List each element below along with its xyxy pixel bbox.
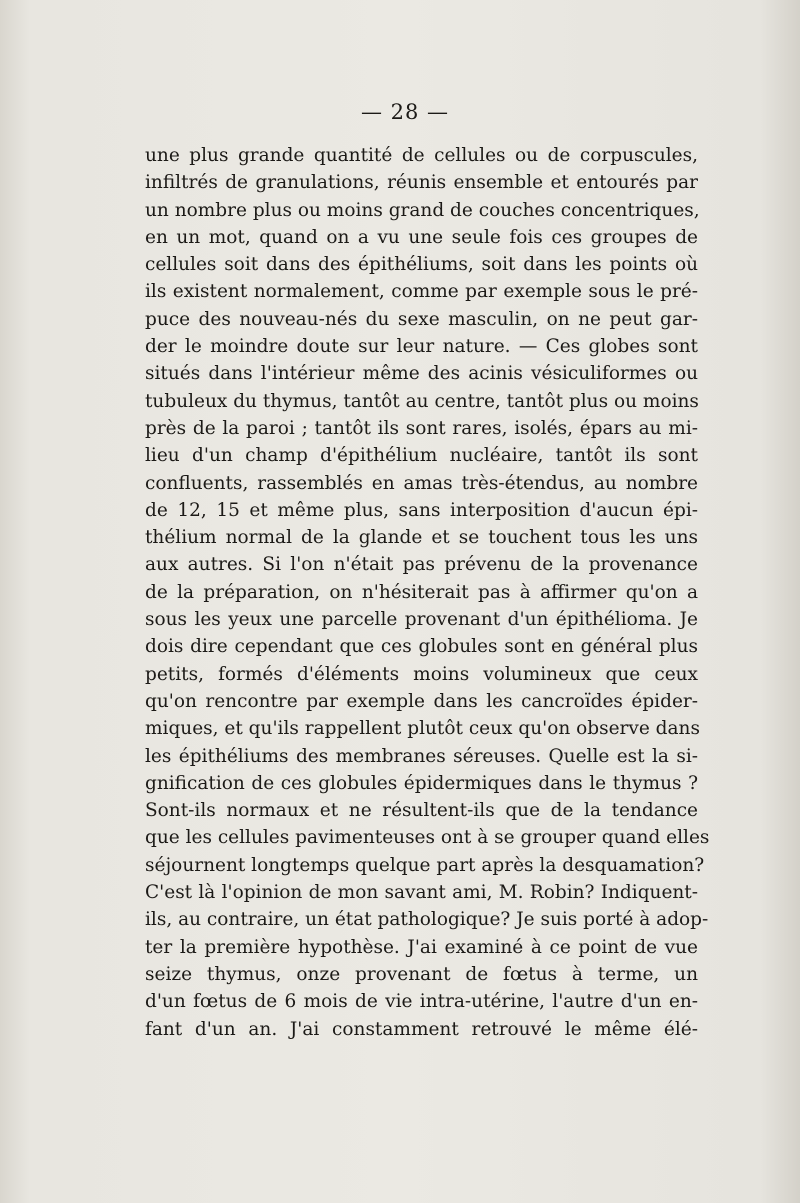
text-line: les épithéliums des membranes séreuses. Quelle est la si- <box>145 745 698 767</box>
text-line: sous les yeux une parcelle provenant d'un épithélioma. Je <box>145 609 698 631</box>
text-line: gnification de ces globules épidermiques dans le thymus ? <box>145 772 698 794</box>
text-line: en un mot, quand on a vu une seule fois ces groupes de <box>145 226 698 248</box>
text-line: une plus grande quantité de cellules ou de corpuscules, <box>145 145 698 166</box>
text-line: Sont-ils normaux et ne résultent-ils que de la tendance <box>145 800 698 822</box>
text-line: fant d'un an. J'ai constamment retrouvé le même élé- <box>145 1018 698 1040</box>
text-line: dois dire cependant que ces globules sont en général plus <box>145 636 698 658</box>
text-line: seize thymus, onze provenant de fœtus à terme, un <box>145 963 698 985</box>
text-line: der le moindre doute sur leur nature. — Ces globes sont <box>145 336 698 358</box>
text-line: un nombre plus ou moins grand de couches concentriques, <box>145 199 700 221</box>
text-line: confluents, rassemblés en amas très-étendus, au nombre <box>145 472 698 494</box>
text-line: d'un fœtus de 6 mois de vie intra-utérine, l'autre d'un en- <box>145 991 698 1013</box>
text-line: thélium normal de la glande et se touchent tous les uns <box>145 527 698 549</box>
text-line: petits, formés d'éléments moins volumineux que ceux <box>145 663 698 685</box>
text-line: de la préparation, on n'hésiterait pas à affirmer qu'on a <box>145 581 698 603</box>
text-line: de 12, 15 et même plus, sans interposition d'aucun épi- <box>145 499 698 521</box>
text-line: C'est là l'opinion de mon savant ami, M. Robin? Indiquent- <box>145 882 698 904</box>
text-line: qu'on rencontre par exemple dans les cancroïdes épider- <box>145 690 698 712</box>
text-line: cellules soit dans des épithéliums, soit dans les points où <box>145 254 698 276</box>
text-line: séjournent longtemps quelque part après la desquamation? <box>145 854 705 876</box>
body-text <box>145 142 710 1043</box>
text-line: ter la première hypothèse. J'ai examiné à ce point de vue <box>145 936 698 958</box>
text-line: miques, et qu'ils rappellent plutôt ceux qu'on observe dans <box>145 718 700 740</box>
text-line: ils existent normalement, comme par exemple sous le pré- <box>145 281 698 303</box>
text-line: près de la paroi ; tantôt ils sont rares, isolés, épars au mi- <box>145 417 698 439</box>
text-line: infiltrés de granulations, réunis ensemble et entourés par <box>145 172 698 194</box>
text-line: lieu d'un champ d'épithélium nucléaire, tantôt ils sont <box>145 445 698 467</box>
text-line: puce des nouveau-nés du sexe masculin, on ne peut gar- <box>145 308 698 330</box>
text-line: aux autres. Si l'on n'était pas prévenu de la provenance <box>145 554 698 576</box>
text-line: tubuleux du thymus, tantôt au centre, tantôt plus ou moins <box>145 390 699 412</box>
text-line: que les cellules pavimenteuses ont à se grouper quand elles <box>145 827 710 849</box>
page-number: — 28 — <box>360 100 450 124</box>
text-line: situés dans l'intérieur même des acinis vésiculiformes ou <box>145 363 698 385</box>
text-line: ils, au contraire, un état pathologique? Je suis porté à adop- <box>145 909 709 931</box>
